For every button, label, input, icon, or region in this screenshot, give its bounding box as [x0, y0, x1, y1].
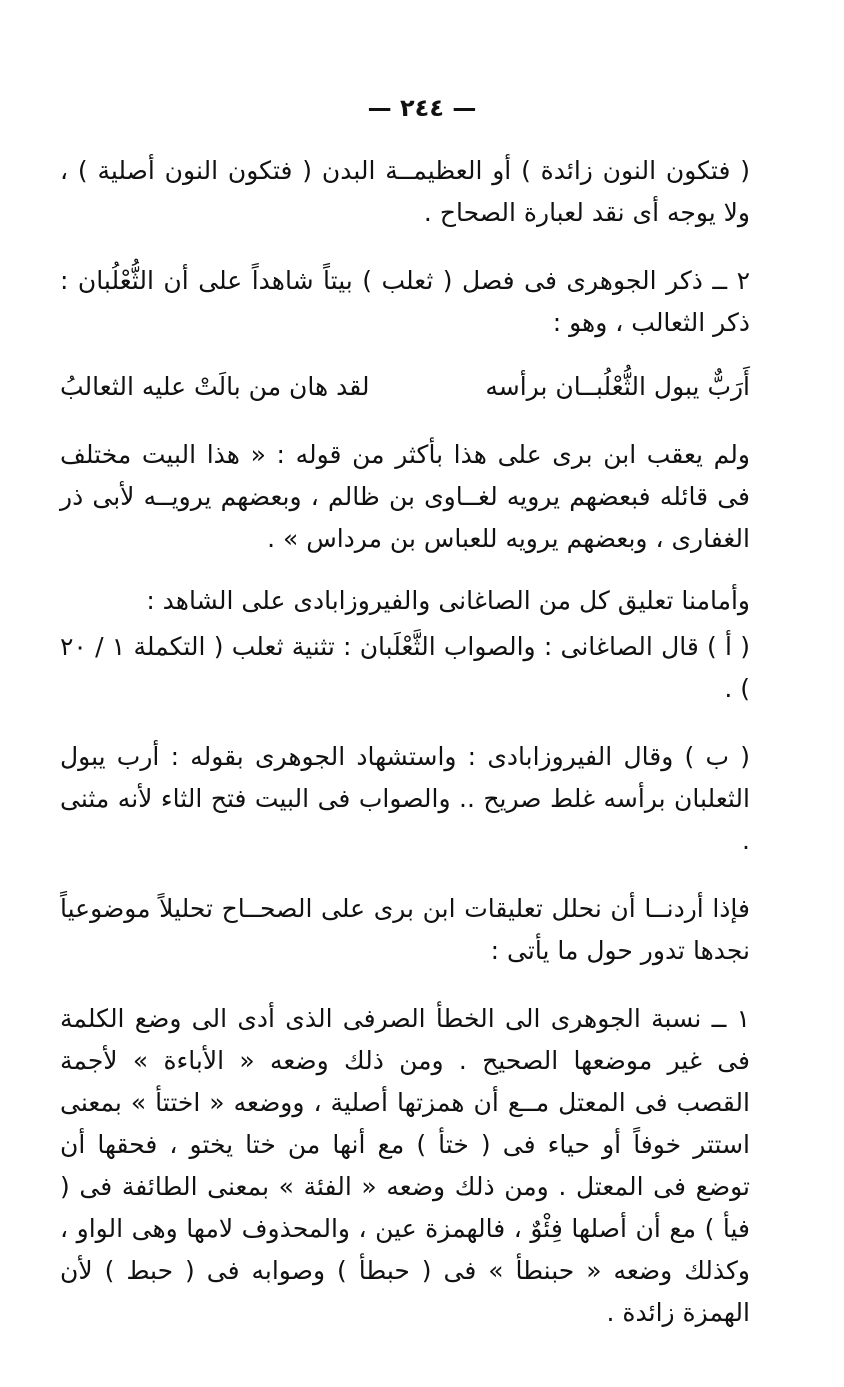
- paragraph-4: وأمامنا تعليق كل من الصاغانى والفيروزابادى على الشاهد :: [146, 586, 750, 615]
- paragraph-7: فإذا أردنــا أن نحلل تعليقات ابن برى على الصحــاح تحليلاً موضوعياً نجدها تدور حول ما يأتى :: [60, 894, 750, 965]
- verse-first-hemistich: أَرَبٌّ يبول الثُّعْلُبــان برأسه: [485, 372, 750, 401]
- page-number: — ٢٤٤ —: [367, 94, 477, 122]
- poetry-verse: [60, 366, 750, 408]
- paragraph-8: ١ ــ نسبة الجوهرى الى الخطأ الصرفى الذى أدى الى وضع الكلمة فى غير موضعها الصحيح . ومن ذلك وضعه « الأباءة » لأجمة القصب فى المعتل مــع أن همزتها أصلية ، ووضعه « اختتأ » بمعنى استتر خوفاً أو حياء فى ( ختأ ) مع أنها من ختا يختو ، فحقها أن توضع فى المعتل . ومن ذلك وضعه « الفئة » بمعنى الطائفة فى ( فيأ ) مع أن أصلها فِئْوٌ ، فالهمزة عين ، والمحذوف لامها وهى الواو ، وكذلك وضعه « حبنطأ » فى ( حبطأ ) وصوابه فى ( حبط ) لأن الهمزة زائدة .: [60, 1004, 750, 1327]
- paragraph-1: ( فتكون النون زائدة ) أو العظيمــة البدن ( فتكون النون أصلية ) ، ولا يوجه أى نقد لعبارة الصحاح .: [60, 156, 750, 227]
- paragraph-2: ٢ ــ ذكر الجوهرى فى فصل ( ثعلب ) بيتاً شاهداً على أن الثُّعْلُبان : ذكر الثعالب ، وهو :: [60, 266, 750, 337]
- verse-second-hemistich: لقد هان من بالَتْ عليه الثعالبُ: [60, 372, 370, 401]
- paragraph-6: ( ب ) وقال الفيروزابادى : واستشهاد الجوهرى بقوله : أرب يبول الثعلبان برأسه غلط صريح .. والصواب فى البيت فتح الثاء لأنه مثنى .: [60, 742, 750, 855]
- paragraph-3: ولم يعقب ابن برى على هذا بأكثر من قوله : « هذا البيت مختلف فى قائله فبعضهم يرويه لغــاوى بن ظالم ، وبعضهم يرويــه لأبى ذر الغفارى ، وبعضهم يرويه للعباس بن مرداس » .: [60, 440, 750, 553]
- page-body: [60, 150, 750, 1334]
- paragraph-5: ( أ ) قال الصاغانى : والصواب الثَّعْلَبان : تثنية ثعلب ( التكملة ١ / ٢٠ ) .: [60, 632, 750, 703]
